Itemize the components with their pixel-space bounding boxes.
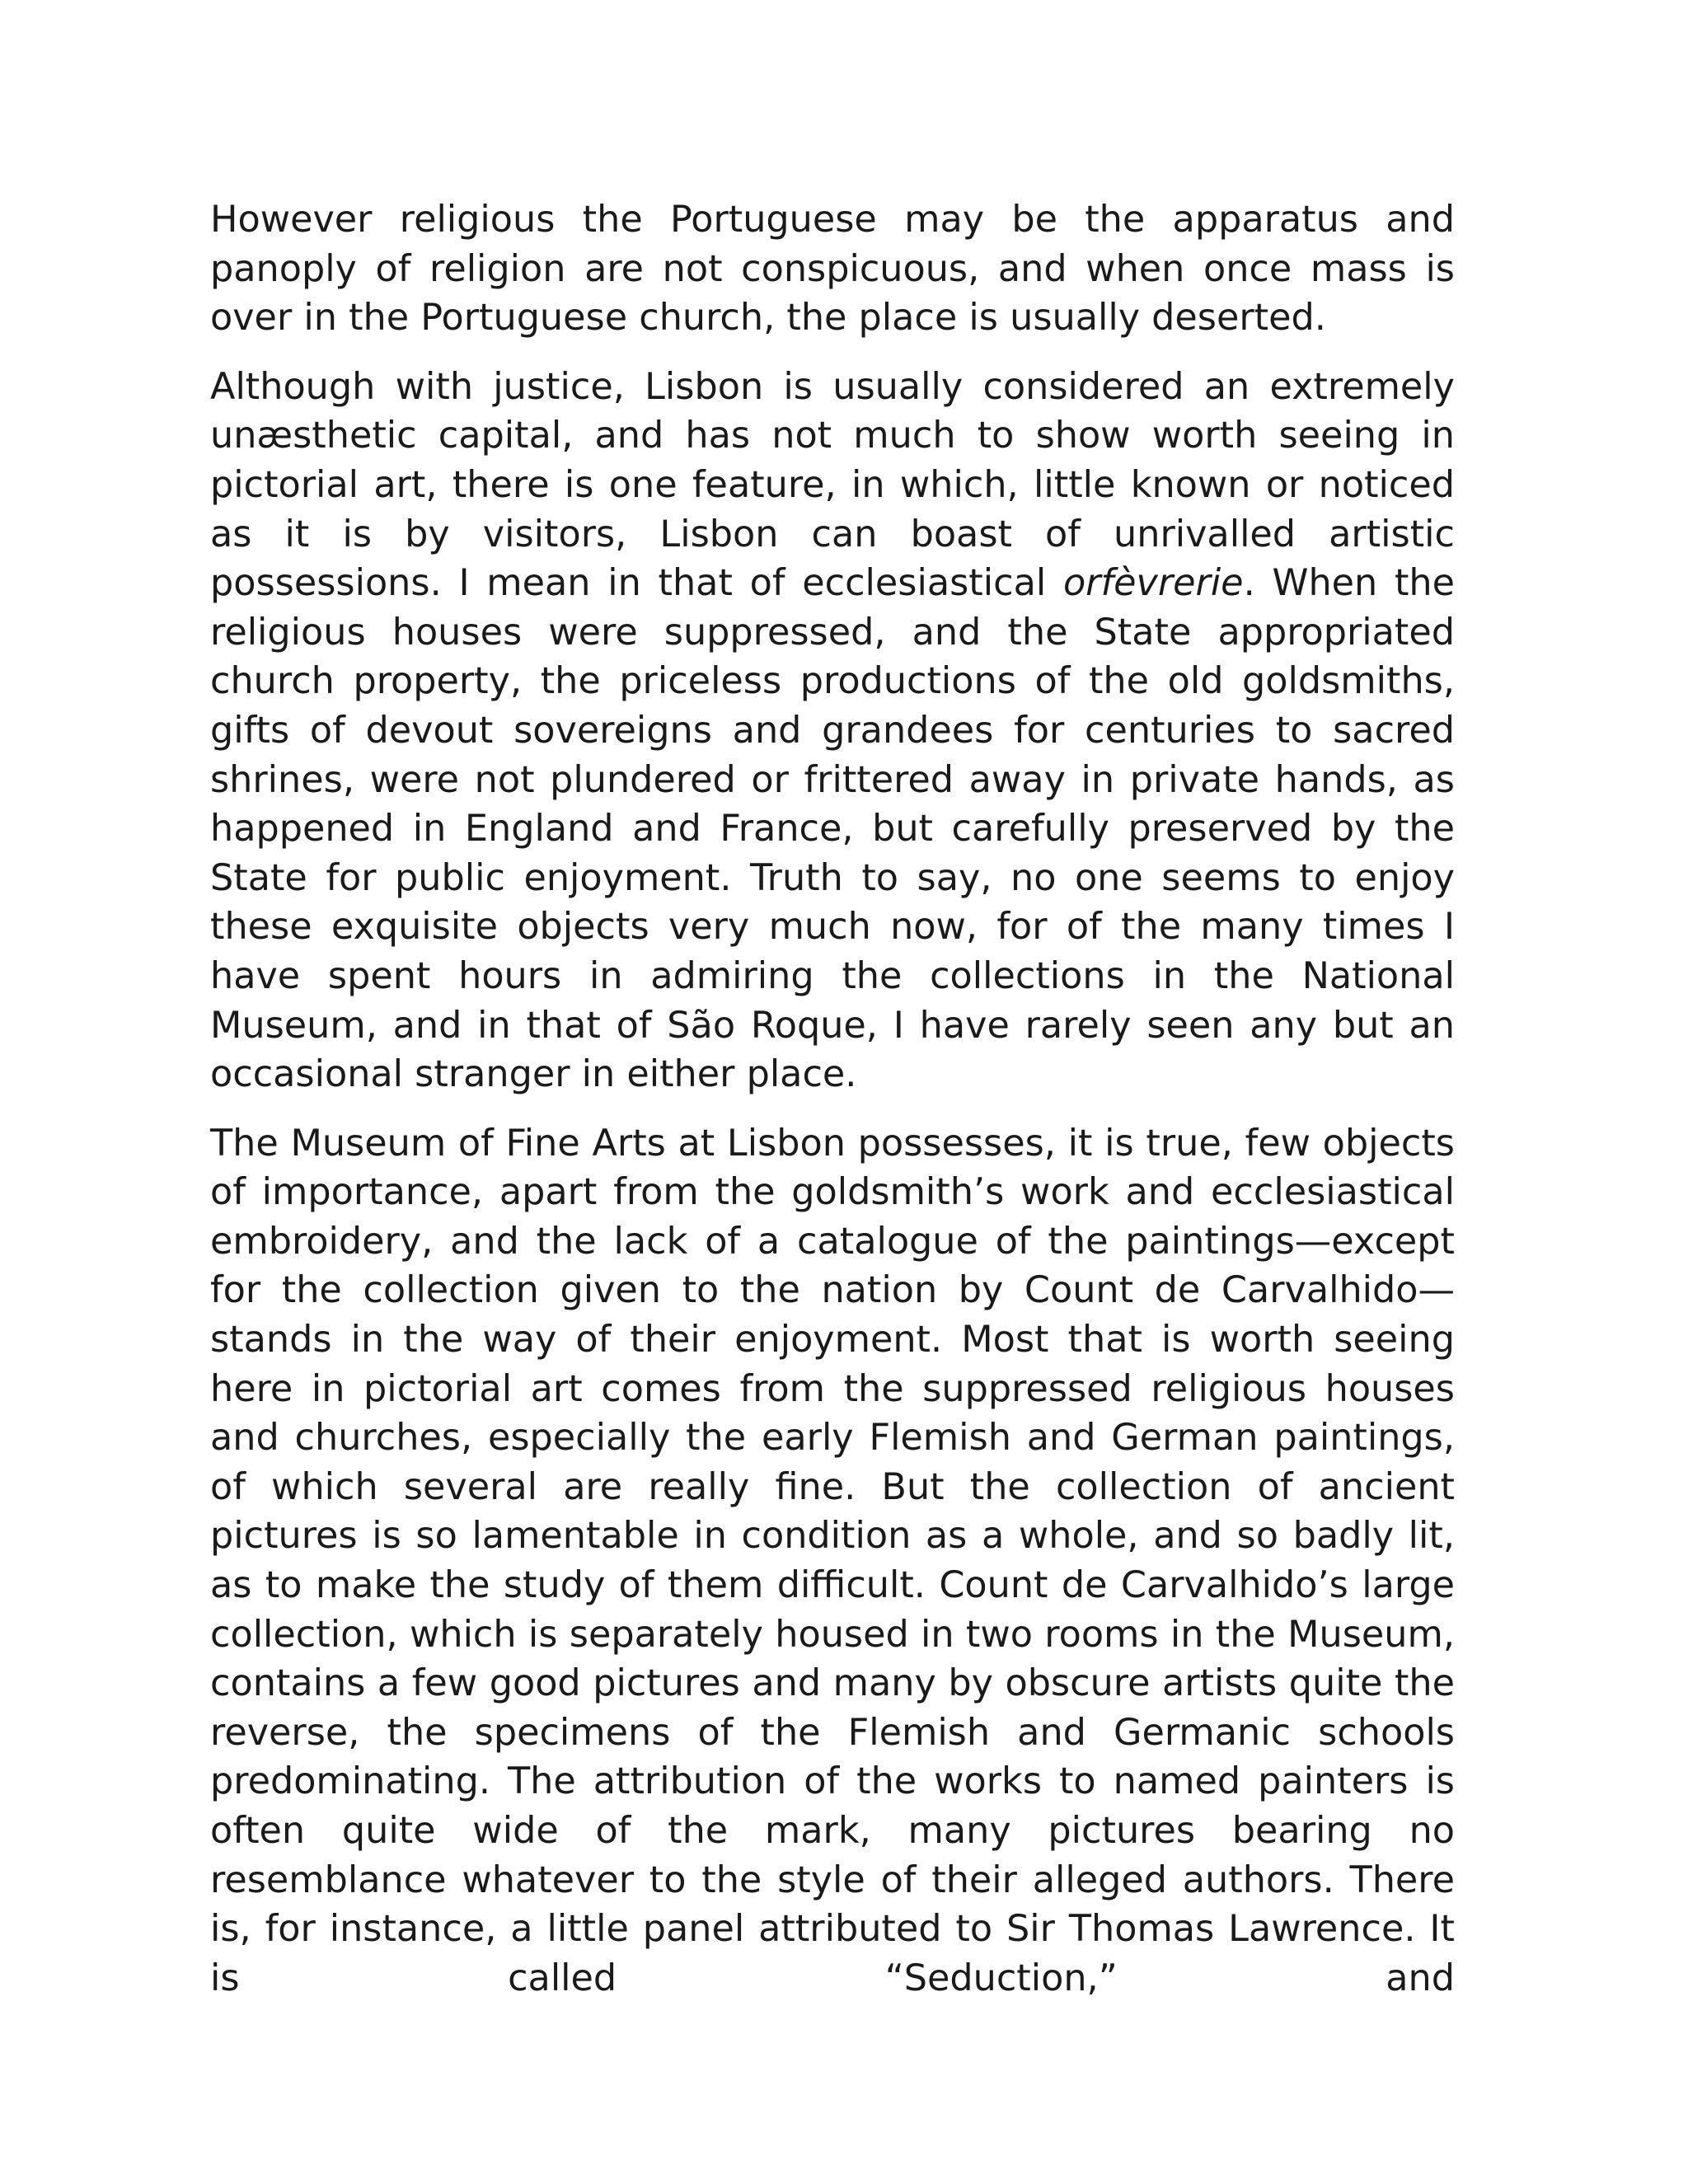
document-page [210,195,1455,2022]
italic-term-orfevrerie: orfèvrerie [1062,562,1244,605]
paragraph-museum-fine-arts: The Museum of Fine Arts at Lisbon possesses, it is true, few objects of importance, apart from the goldsmith’s work and ecclesiastical embroidery, and the lack of a catalogue of the paintings—except for the collection given to the nation by Count de Carvalhido—stands in the way of their enjoyment. Most that is worth seeing here in pictorial art comes from the suppressed religious houses and churches, especially the early Flemish and German paintings, of which several are really fine. But the collection of ancient pictures is so lamentable in condition as a whole, and so badly lit, as to make the study of them difficult. Count de Carvalhido’s large collection, which is separately housed in two rooms in the Museum, contains a few good pictures and many by obscure artists quite the reverse, the specimens of the Flemish and Germanic schools predominating. The attribution of the works to named painters is often quite wide of the mark, many pictures bearing no resemblance whatever to the style of their alleged authors. There is, for instance, a little panel attributed to Sir Thomas Lawrence. It is called “Seduction,” and [210,1122,1455,1999]
paragraph-orfevrerie-text-end: . When the religious houses were suppressed, and the State appropriated church property, the priceless productions of the old goldsmiths, gifts of devout sovereigns and grandees for centuries to sacred shrines, were not plundered or frittered away in private hands, as happened in England and France, but carefully preserved by the State for public enjoyment. Truth to say, no one seems to enjoy these exquisite objects very much now, for of the many times I have spent hours in admiring the collections in the National Museum, and in that of São Roque, I have rarely seen any but an occasional stranger in either place. [210,562,1455,1096]
paragraph-orfevrerie-text-start: Although with justice, Lisbon is usually considered an extremely unæsthetic capital, and has not much to show worth seeing in pictorial art, there is one feature, in which, little known or noticed as it is by visitors, Lisbon can boast of unrivalled artistic possessions. I mean in that of ecclesiastical [210,365,1455,605]
paragraph-orfevrerie [210,363,1455,1099]
paragraph-religion: However religious the Portuguese may be the apparatus and panoply of religion are not conspicuous, and when once mass is over in the Portuguese church, the place is usually deserted. [210,199,1455,340]
